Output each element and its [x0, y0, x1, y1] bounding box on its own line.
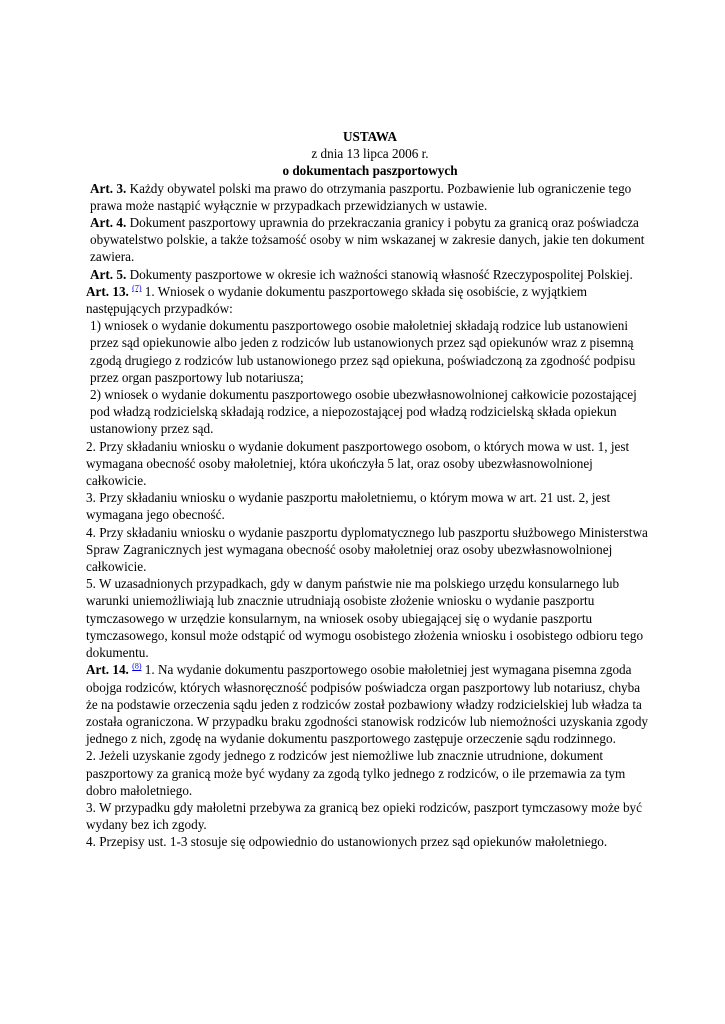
footnote-link[interactable]: (7) [132, 283, 142, 293]
article-14-paragraph-3: 3. W przypadku gdy małoletni przebywa za granicą bez opieki rodziców, paszport tymczasowy może być wydany bez ich zgody. [86, 799, 642, 833]
article-13-paragraph-4: 4. Przy składaniu wniosku o wydanie paszportu dyplomatycznego lub paszportu służbowego Ministerstwa Spraw Zagranicznych jest wymagana obecność osoby małoletniej oraz osoby ubezwłasnowolnionej całkowicie. [86, 524, 648, 575]
article-13-point-1: 1) wniosek o wydanie dokumentu paszportowego osobie małoletniej składają rodzice lub ustanowieni przez sąd opiekunowie albo jeden z rodziców lub ustanowionych przez sąd opiekunów wraz z pisemną zgodą drugiego z rodziców lub ustanowionego przez sąd opiekuna, poświadczoną za zgodność podpisu przez organ paszportowy lub notariusza; [90, 318, 636, 385]
article-label: Art. 13. [86, 283, 129, 299]
article-13-paragraph-2: 2. Przy składaniu wniosku o wydanie dokument paszportowego osobom, o których mowa w ust. 1, jest wymagana obecność osoby małoletniej, która ukończyła 5 lat, oraz osoby ubezwłasnowolnionej całkowicie. [86, 438, 630, 489]
article-4 [86, 214, 654, 266]
article-label: Art. 14. [86, 662, 129, 678]
article-text: Każdy obywatel polski ma prawo do otrzymania paszportu. Pozbawienie lub ograniczenie tego prawa może nastąpić wyłącznie w przypadkach przewidzianych w ustawie. [90, 180, 632, 213]
article-text: 1. Na wydanie dokumentu paszportowego osobie małoletniej jest wymagana pisemna zgoda obojga rodziców, których własnoręczność podpisów poświadcza organ paszportowy lub notariusz, chyba że na podstawie orzeczenia sądu jeden z rodziców został pozbawiony władzy rodzicielskiej lub władza ta została ograniczona. W przypadku braku zgodności stanowisk rodziców lub niemożności uzyskania zgody jednego z nich, zgodę na wydanie dokumentu paszportowego zastępuje orzeczenie sądu rodzinnego. [86, 662, 649, 747]
article-label: Art. 5. [90, 266, 127, 282]
document-date: z dnia 13 lipca 2006 r. [311, 146, 429, 162]
article-13-point-2: 2) wniosek o wydanie dokumentu paszportowego osobie ubezwłasnowolnionej całkowicie pozostającej pod władzą rodzicielską składają rodzice, a niepozostającej pod władzą rodzicielską składa opiekun ustanowiony przez sąd. [90, 387, 637, 437]
article-5 [86, 266, 654, 283]
article-text: Dokumenty paszportowe w okresie ich ważności stanowią własność Rzeczypospolitej Polskiej. [126, 266, 633, 282]
statute-text [86, 128, 654, 851]
article-14-paragraph-2: 2. Jeżeli uzyskanie zgody jednego z rodziców jest niemożliwe lub znacznie utrudnione, dokument paszportowy za granicą może być wydany za zgodą tylko jednego z rodziców, o ile przemawia za tym dobro małoletniego. [86, 748, 626, 798]
article-text: 1. Wniosek o wydanie dokumentu paszportowego składa się osobiście, z wyjątkiem następujących przypadków: [86, 283, 587, 317]
article-3 [86, 180, 654, 214]
article-13 [86, 283, 654, 317]
article-14 [86, 661, 654, 747]
article-13-paragraph-3: 3. Przy składaniu wniosku o wydanie paszportu małoletniemu, o którym mowa w art. 21 ust. 2, jest wymagana jego obecność. [86, 490, 611, 523]
article-label: Art. 4. [90, 215, 127, 231]
article-13-paragraph-5: 5. W uzasadnionych przypadkach, gdy w danym państwie nie ma polskiego urzędu konsularnego lub warunki uniemożliwiają lub znacznie utrudniają osobiste złożenie wniosku o wydanie paszportu tymczasowego w urzędzie konsularnym, na wniosek osoby ubiegającej się o wydanie paszportu tymczasowego, konsul może odstąpić od wymogu osobistego złożenia wniosku i osobistego odbioru tego dokumentu. [86, 576, 644, 661]
article-14-paragraph-4: 4. Przepisy ust. 1-3 stosuje się odpowiednio do ustanowionych przez sąd opiekunów małoletniego. [86, 834, 608, 850]
article-text: Dokument paszportowy uprawnia do przekraczania granicy i pobytu za granicą oraz poświadcza obywatelstwo polskie, a także tożsamość osoby w nim wskazanej w zakresie danych, jakie ten dokument zawiera. [90, 215, 645, 265]
footnote-link[interactable]: (8) [132, 661, 142, 671]
document-title: USTAWA [343, 129, 397, 144]
document-subject: o dokumentach paszportowych [282, 163, 458, 179]
article-label: Art. 3. [90, 180, 127, 196]
